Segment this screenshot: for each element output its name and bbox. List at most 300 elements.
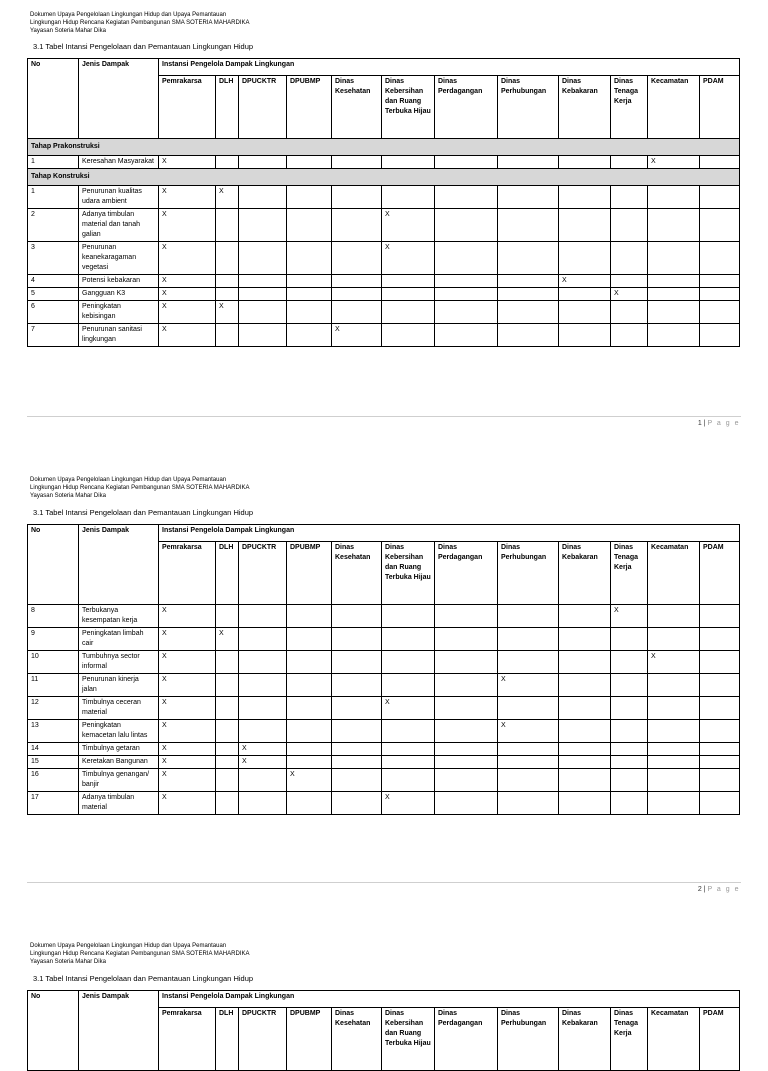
agency-cell [611,288,648,301]
x-mark: X [162,158,167,165]
agency-cell [159,720,216,743]
agency-cell [332,743,382,756]
page-number-value: 2 [697,886,702,893]
agency-cell [700,697,740,720]
agency-cell [435,156,498,169]
agency-cell [382,792,435,815]
agency-cell [559,275,611,288]
header-line-3: Yayasan Soteria Mahar Dika [30,959,106,965]
page-footer-rule [27,416,741,417]
agency-cell [700,720,740,743]
header-row [28,991,740,1008]
agency-cell [287,275,332,288]
column-header-agency: Dinas Perhubungan [498,1008,559,1071]
table-row [28,324,740,347]
agency-cell [559,674,611,697]
column-header-agency: Kecamatan [648,1008,700,1071]
row-number: 15 [28,756,79,769]
agency-cell [239,275,287,288]
column-header-agency: Dinas Tenaga Kerja [611,1008,648,1071]
table-caption: 3.1 Tabel Intansi Pengelolaan dan Pemantauan Lingkungan Hidup [33,42,254,51]
agency-cell [611,156,648,169]
agency-cell [611,628,648,651]
column-header-agency: Dinas Kebersihan dan Ruang Terbuka Hijau [382,76,435,139]
agency-cell [216,769,239,792]
agency-cell [700,209,740,242]
column-header-agency: PDAM [700,76,740,139]
agency-cell [382,288,435,301]
agency-cell [239,186,287,209]
row-number: 17 [28,792,79,815]
agency-cell [611,242,648,275]
section-title: Tahap Prakonstruksi [28,139,740,156]
impact-name: Penurunan sanitasi lingkungan [79,324,159,347]
column-group-header: Instansi Pengelola Dampak Lingkungan [159,991,740,1008]
x-mark: X [162,699,167,706]
x-mark: X [614,290,619,297]
column-header-agency: DPUBMP [287,542,332,605]
table-row [28,275,740,288]
agency-cell [498,301,559,324]
agency-cell [611,605,648,628]
agency-cell [216,628,239,651]
row-number: 14 [28,743,79,756]
page-number-value: 1 [697,420,702,427]
column-header-agency: Dinas Kebersihan dan Ruang Terbuka Hijau [382,1008,435,1071]
column-header-agency: Kecamatan [648,76,700,139]
column-header-agency: DLH [216,76,239,139]
agency-cell [239,792,287,815]
agency-cell [382,769,435,792]
header-line-1: Dokumen Upaya Pengelolaan Lingkungan Hidup dan Upaya Pemantauan [30,12,227,18]
agency-cell [435,242,498,275]
x-mark: X [385,699,390,706]
agency-cell [498,651,559,674]
header-row [28,59,740,76]
agency-cell [382,209,435,242]
agency-cell [216,674,239,697]
agency-cell [700,156,740,169]
agency-table [27,524,740,815]
agency-cell [648,792,700,815]
agency-cell [332,628,382,651]
x-mark: X [219,303,224,310]
agency-cell [611,697,648,720]
header-line-3: Yayasan Soteria Mahar Dika [30,493,106,499]
agency-cell [216,275,239,288]
agency-cell [435,605,498,628]
agency-cell [159,769,216,792]
column-header-agency: PDAM [700,542,740,605]
agency-cell [287,156,332,169]
agency-cell [287,186,332,209]
x-mark: X [162,794,167,801]
agency-cell [700,301,740,324]
column-header-agency: PDAM [700,1008,740,1071]
table-row [28,792,740,815]
agency-cell [382,242,435,275]
agency-cell [332,651,382,674]
agency-cell [287,288,332,301]
row-number: 7 [28,324,79,347]
agency-cell [559,324,611,347]
agency-cell [382,275,435,288]
column-header-agency: DLH [216,542,239,605]
agency-cell [700,651,740,674]
agency-cell [611,651,648,674]
table-row [28,674,740,697]
agency-cell [648,605,700,628]
agency-cell [159,301,216,324]
agency-cell [159,674,216,697]
agency-cell [239,769,287,792]
agency-cell [239,605,287,628]
agency-cell [435,769,498,792]
agency-cell [498,697,559,720]
table-row [28,697,740,720]
agency-cell [700,324,740,347]
impact-name: Peningkatan limbah cair [79,628,159,651]
agency-cell [611,209,648,242]
agency-cell [435,720,498,743]
x-mark: X [242,758,247,765]
agency-cell [239,720,287,743]
page-word: P a g e [707,420,740,427]
agency-cell [498,275,559,288]
agency-cell [239,697,287,720]
impact-name: Adanya timbulan material dan tanah galian [79,209,159,242]
agency-cell [559,697,611,720]
table-row [28,186,740,209]
agency-cell [559,605,611,628]
agency-cell [382,743,435,756]
agency-cell [700,275,740,288]
agency-cell [559,651,611,674]
agency-cell [159,628,216,651]
agency-cell [382,186,435,209]
agency-cell [611,743,648,756]
row-number: 5 [28,288,79,301]
agency-cell [382,651,435,674]
x-mark: X [290,771,295,778]
column-header-agency: Dinas Kesehatan [332,76,382,139]
x-mark: X [162,211,167,218]
table-caption: 3.1 Tabel Intansi Pengelolaan dan Pemantauan Lingkungan Hidup [33,974,254,983]
agency-cell [498,324,559,347]
column-header-agency: Dinas Kebakaran [559,76,611,139]
agency-cell [332,756,382,769]
x-mark: X [162,607,167,614]
column-header-agency: Dinas Kebakaran [559,542,611,605]
agency-cell [498,209,559,242]
agency-cell [559,720,611,743]
agency-cell [159,792,216,815]
agency-cell [700,769,740,792]
x-mark: X [219,630,224,637]
table-row [28,769,740,792]
agency-cell [382,605,435,628]
column-group-header: Instansi Pengelola Dampak Lingkungan [159,525,740,542]
agency-cell [648,769,700,792]
column-header-jenis-dampak: Jenis Dampak [79,991,159,1071]
agency-cell [648,720,700,743]
agency-cell [239,324,287,347]
agency-cell [216,209,239,242]
column-header-agency: Dinas Kebakaran [559,1008,611,1071]
x-mark: X [162,188,167,195]
agency-cell [382,720,435,743]
agency-cell [159,288,216,301]
column-header-agency: Dinas Tenaga Kerja [611,76,648,139]
x-mark: X [162,290,167,297]
agency-cell [382,324,435,347]
column-header-agency: Dinas Perhubungan [498,542,559,605]
agency-cell [648,628,700,651]
x-mark: X [501,722,506,729]
agency-cell [611,275,648,288]
column-header-no: No [28,991,79,1071]
agency-cell [700,242,740,275]
column-header-agency: Pemrakarsa [159,542,216,605]
column-header-agency: Dinas Kesehatan [332,1008,382,1071]
agency-cell [239,301,287,324]
agency-cell [435,792,498,815]
header-line-2: Lingkungan Hidup Rencana Kegiatan Pembangunan SMA SOTERIA MAHARDIKA [30,951,250,957]
agency-cell [239,156,287,169]
agency-cell [498,628,559,651]
agency-cell [287,792,332,815]
agency-cell [239,242,287,275]
agency-cell [648,301,700,324]
table-caption: 3.1 Tabel Intansi Pengelolaan dan Pemantauan Lingkungan Hidup [33,508,254,517]
agency-cell [159,651,216,674]
impact-name: Terbukanya kesempatan kerja [79,605,159,628]
agency-cell [382,156,435,169]
impact-name: Keretakan Bangunan [79,756,159,769]
agency-cell [435,674,498,697]
column-header-agency: Dinas Kebersihan dan Ruang Terbuka Hijau [382,542,435,605]
table-row [28,756,740,769]
agency-cell [648,697,700,720]
agency-cell [498,743,559,756]
agency-cell [435,275,498,288]
agency-cell [611,792,648,815]
agency-cell [559,186,611,209]
row-number: 9 [28,628,79,651]
column-header-agency: Pemrakarsa [159,1008,216,1071]
x-mark: X [162,277,167,284]
agency-cell [498,288,559,301]
x-mark: X [219,188,224,195]
agency-cell [648,209,700,242]
agency-cell [332,697,382,720]
page-number: 2 | P a g e [697,886,740,893]
agency-cell [239,756,287,769]
column-header-agency: Dinas Perdagangan [435,542,498,605]
agency-cell [287,242,332,275]
agency-cell [159,186,216,209]
section-row [28,169,740,186]
column-header-no: No [28,59,79,139]
agency-cell [332,242,382,275]
header-row [28,525,740,542]
impact-name: Peningkatan kebisingan [79,301,159,324]
x-mark: X [162,676,167,683]
agency-cell [332,792,382,815]
agency-cell [559,792,611,815]
column-header-jenis-dampak: Jenis Dampak [79,525,159,605]
section-row [28,139,740,156]
column-header-agency: DPUCKTR [239,76,287,139]
table-row [28,628,740,651]
impact-name: Peningkatan kemacetan lalu lintas [79,720,159,743]
agency-cell [287,605,332,628]
agency-cell [498,186,559,209]
x-mark: X [162,630,167,637]
agency-cell [382,674,435,697]
agency-cell [435,628,498,651]
agency-cell [700,288,740,301]
row-number: 1 [28,156,79,169]
x-mark: X [162,653,167,660]
column-header-agency: Dinas Tenaga Kerja [611,542,648,605]
agency-cell [332,186,382,209]
agency-cell [216,156,239,169]
agency-cell [159,156,216,169]
agency-cell [287,756,332,769]
agency-cell [287,674,332,697]
agency-cell [559,288,611,301]
agency-cell [611,186,648,209]
header-line-2: Lingkungan Hidup Rencana Kegiatan Pembangunan SMA SOTERIA MAHARDIKA [30,20,250,26]
agency-cell [216,651,239,674]
agency-cell [332,720,382,743]
agency-cell [611,674,648,697]
agency-cell [700,756,740,769]
document-header [30,476,249,500]
agency-cell [239,674,287,697]
agency-cell [435,324,498,347]
agency-table [27,990,740,1071]
impact-name: Timbulnya ceceran material [79,697,159,720]
column-header-jenis-dampak: Jenis Dampak [79,59,159,139]
agency-cell [435,186,498,209]
agency-cell [287,720,332,743]
agency-cell [239,628,287,651]
document-header [30,11,249,35]
x-mark: X [162,745,167,752]
agency-cell [648,242,700,275]
header-line-1: Dokumen Upaya Pengelolaan Lingkungan Hidup dan Upaya Pemantauan [30,943,227,949]
agency-cell [648,186,700,209]
agency-cell [332,605,382,628]
table-row [28,301,740,324]
agency-cell [216,301,239,324]
agency-cell [216,720,239,743]
agency-cell [700,186,740,209]
agency-cell [559,156,611,169]
x-mark: X [614,607,619,614]
agency-cell [700,674,740,697]
agency-cell [216,324,239,347]
agency-cell [332,769,382,792]
agency-cell [159,743,216,756]
agency-cell [382,756,435,769]
column-header-agency: Kecamatan [648,542,700,605]
row-number: 16 [28,769,79,792]
agency-cell [559,242,611,275]
header-line-1: Dokumen Upaya Pengelolaan Lingkungan Hidup dan Upaya Pemantauan [30,477,227,483]
agency-cell [287,209,332,242]
column-header-agency: DPUCKTR [239,1008,287,1071]
agency-cell [559,628,611,651]
column-header-agency: Dinas Perdagangan [435,76,498,139]
column-header-agency: Dinas Perhubungan [498,76,559,139]
agency-cell [559,743,611,756]
agency-cell [239,288,287,301]
row-number: 2 [28,209,79,242]
x-mark: X [385,211,390,218]
header-line-3: Yayasan Soteria Mahar Dika [30,28,106,34]
agency-cell [559,756,611,769]
agency-cell [239,209,287,242]
x-mark: X [562,277,567,284]
agency-cell [498,792,559,815]
column-header-no: No [28,525,79,605]
agency-cell [332,324,382,347]
x-mark: X [385,244,390,251]
agency-cell [382,697,435,720]
agency-cell [382,301,435,324]
agency-cell [332,275,382,288]
row-number: 8 [28,605,79,628]
impact-name: Penurunan keanekaragaman vegetasi [79,242,159,275]
column-header-agency: DLH [216,1008,239,1071]
column-header-agency: Dinas Kesehatan [332,542,382,605]
table-row [28,242,740,275]
row-number: 12 [28,697,79,720]
column-header-agency: DPUBMP [287,76,332,139]
agency-cell [498,674,559,697]
table-row [28,156,740,169]
agency-cell [648,288,700,301]
agency-cell [332,674,382,697]
agency-cell [648,743,700,756]
impact-name: Keresahan Masyarakat [79,156,159,169]
agency-table [27,58,740,347]
agency-cell [498,720,559,743]
document-header [30,942,249,966]
x-mark: X [651,653,656,660]
impact-name: Penurunan kinerja jalan [79,674,159,697]
impact-name: Tumbuhnya sector informal [79,651,159,674]
column-header-agency: DPUBMP [287,1008,332,1071]
table-row [28,720,740,743]
agency-cell [159,697,216,720]
impact-name: Timbulnya genangan/ banjir [79,769,159,792]
x-mark: X [335,326,340,333]
agency-cell [700,792,740,815]
agency-cell [498,156,559,169]
x-mark: X [162,244,167,251]
agency-cell [648,674,700,697]
agency-cell [216,605,239,628]
agency-cell [611,324,648,347]
agency-cell [435,651,498,674]
agency-cell [435,756,498,769]
agency-cell [159,605,216,628]
agency-cell [332,156,382,169]
